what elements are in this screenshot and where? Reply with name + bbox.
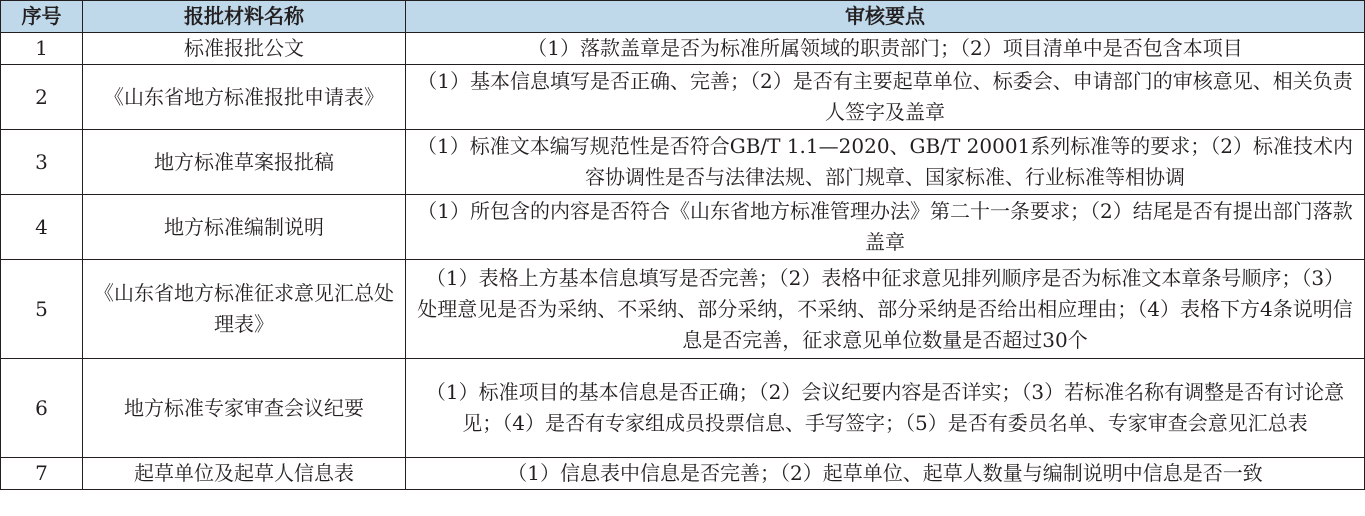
row-serial-number: 3 <box>1 130 83 195</box>
row-material-name: 地方标准专家审查会议纪要 <box>83 359 406 458</box>
row-review-points: （1）标准文本编写规范性是否符合GB/T 1.1—2020、GB/T 20001系列标准等的要求；（2）标准技术内容协调性是否与法律法规、部门规章、国家标准、行业标准等相协调 <box>406 130 1365 195</box>
row-serial-number: 7 <box>1 458 83 490</box>
header-review-points: 审核要点 <box>406 1 1365 33</box>
row-serial-number: 1 <box>1 33 83 65</box>
row-material-name: 地方标准编制说明 <box>83 195 406 260</box>
row-material-name: 标准报批公文 <box>83 33 406 65</box>
row-review-points: （1）所包含的内容是否符合《山东省地方标准管理办法》第二十一条要求；（2）结尾是否有提出部门落款盖章 <box>406 195 1365 260</box>
row-material-name: 《山东省地方标准报批申请表》 <box>83 65 406 130</box>
table-row <box>1 33 1365 65</box>
table-row <box>1 260 1365 359</box>
table-row <box>1 65 1365 130</box>
table-row <box>1 130 1365 195</box>
row-material-name: 起草单位及起草人信息表 <box>83 458 406 490</box>
row-review-points: （1）标准项目的基本信息是否正确；（2）会议纪要内容是否详实；（3）若标准名称有调整是否有讨论意见；（4）是否有专家组成员投票信息、手写签字；（5）是否有委员名单、专家审查会意见汇总表 <box>406 359 1365 458</box>
table-row <box>1 195 1365 260</box>
row-serial-number: 5 <box>1 260 83 359</box>
table-row <box>1 458 1365 490</box>
row-material-name: 《山东省地方标准征求意见汇总处理表》 <box>83 260 406 359</box>
row-serial-number: 2 <box>1 65 83 130</box>
row-review-points: （1）表格上方基本信息填写是否完善；（2）表格中征求意见排列顺序是否为标准文本章条号顺序；（3）处理意见是否为采纳、不采纳、部分采纳，不采纳、部分采纳是否给出相应理由；（4）表格下方4条说明信息是否完善，征求意见单位数量是否超过30个 <box>406 260 1365 359</box>
row-material-name: 地方标准草案报批稿 <box>83 130 406 195</box>
header-material-name: 报批材料名称 <box>83 1 406 33</box>
row-review-points: （1）基本信息填写是否正确、完善；（2）是否有主要起草单位、标委会、申请部门的审核意见、相关负责人签字及盖章 <box>406 65 1365 130</box>
row-review-points: （1）落款盖章是否为标准所属领域的职责部门；（2）项目清单中是否包含本项目 <box>406 33 1365 65</box>
row-serial-number: 6 <box>1 359 83 458</box>
table-row <box>1 359 1365 458</box>
table-header-row <box>1 1 1365 33</box>
row-serial-number: 4 <box>1 195 83 260</box>
header-serial-number: 序号 <box>1 1 83 33</box>
row-review-points: （1）信息表中信息是否完善；（2）起草单位、起草人数量与编制说明中信息是否一致 <box>406 458 1365 490</box>
